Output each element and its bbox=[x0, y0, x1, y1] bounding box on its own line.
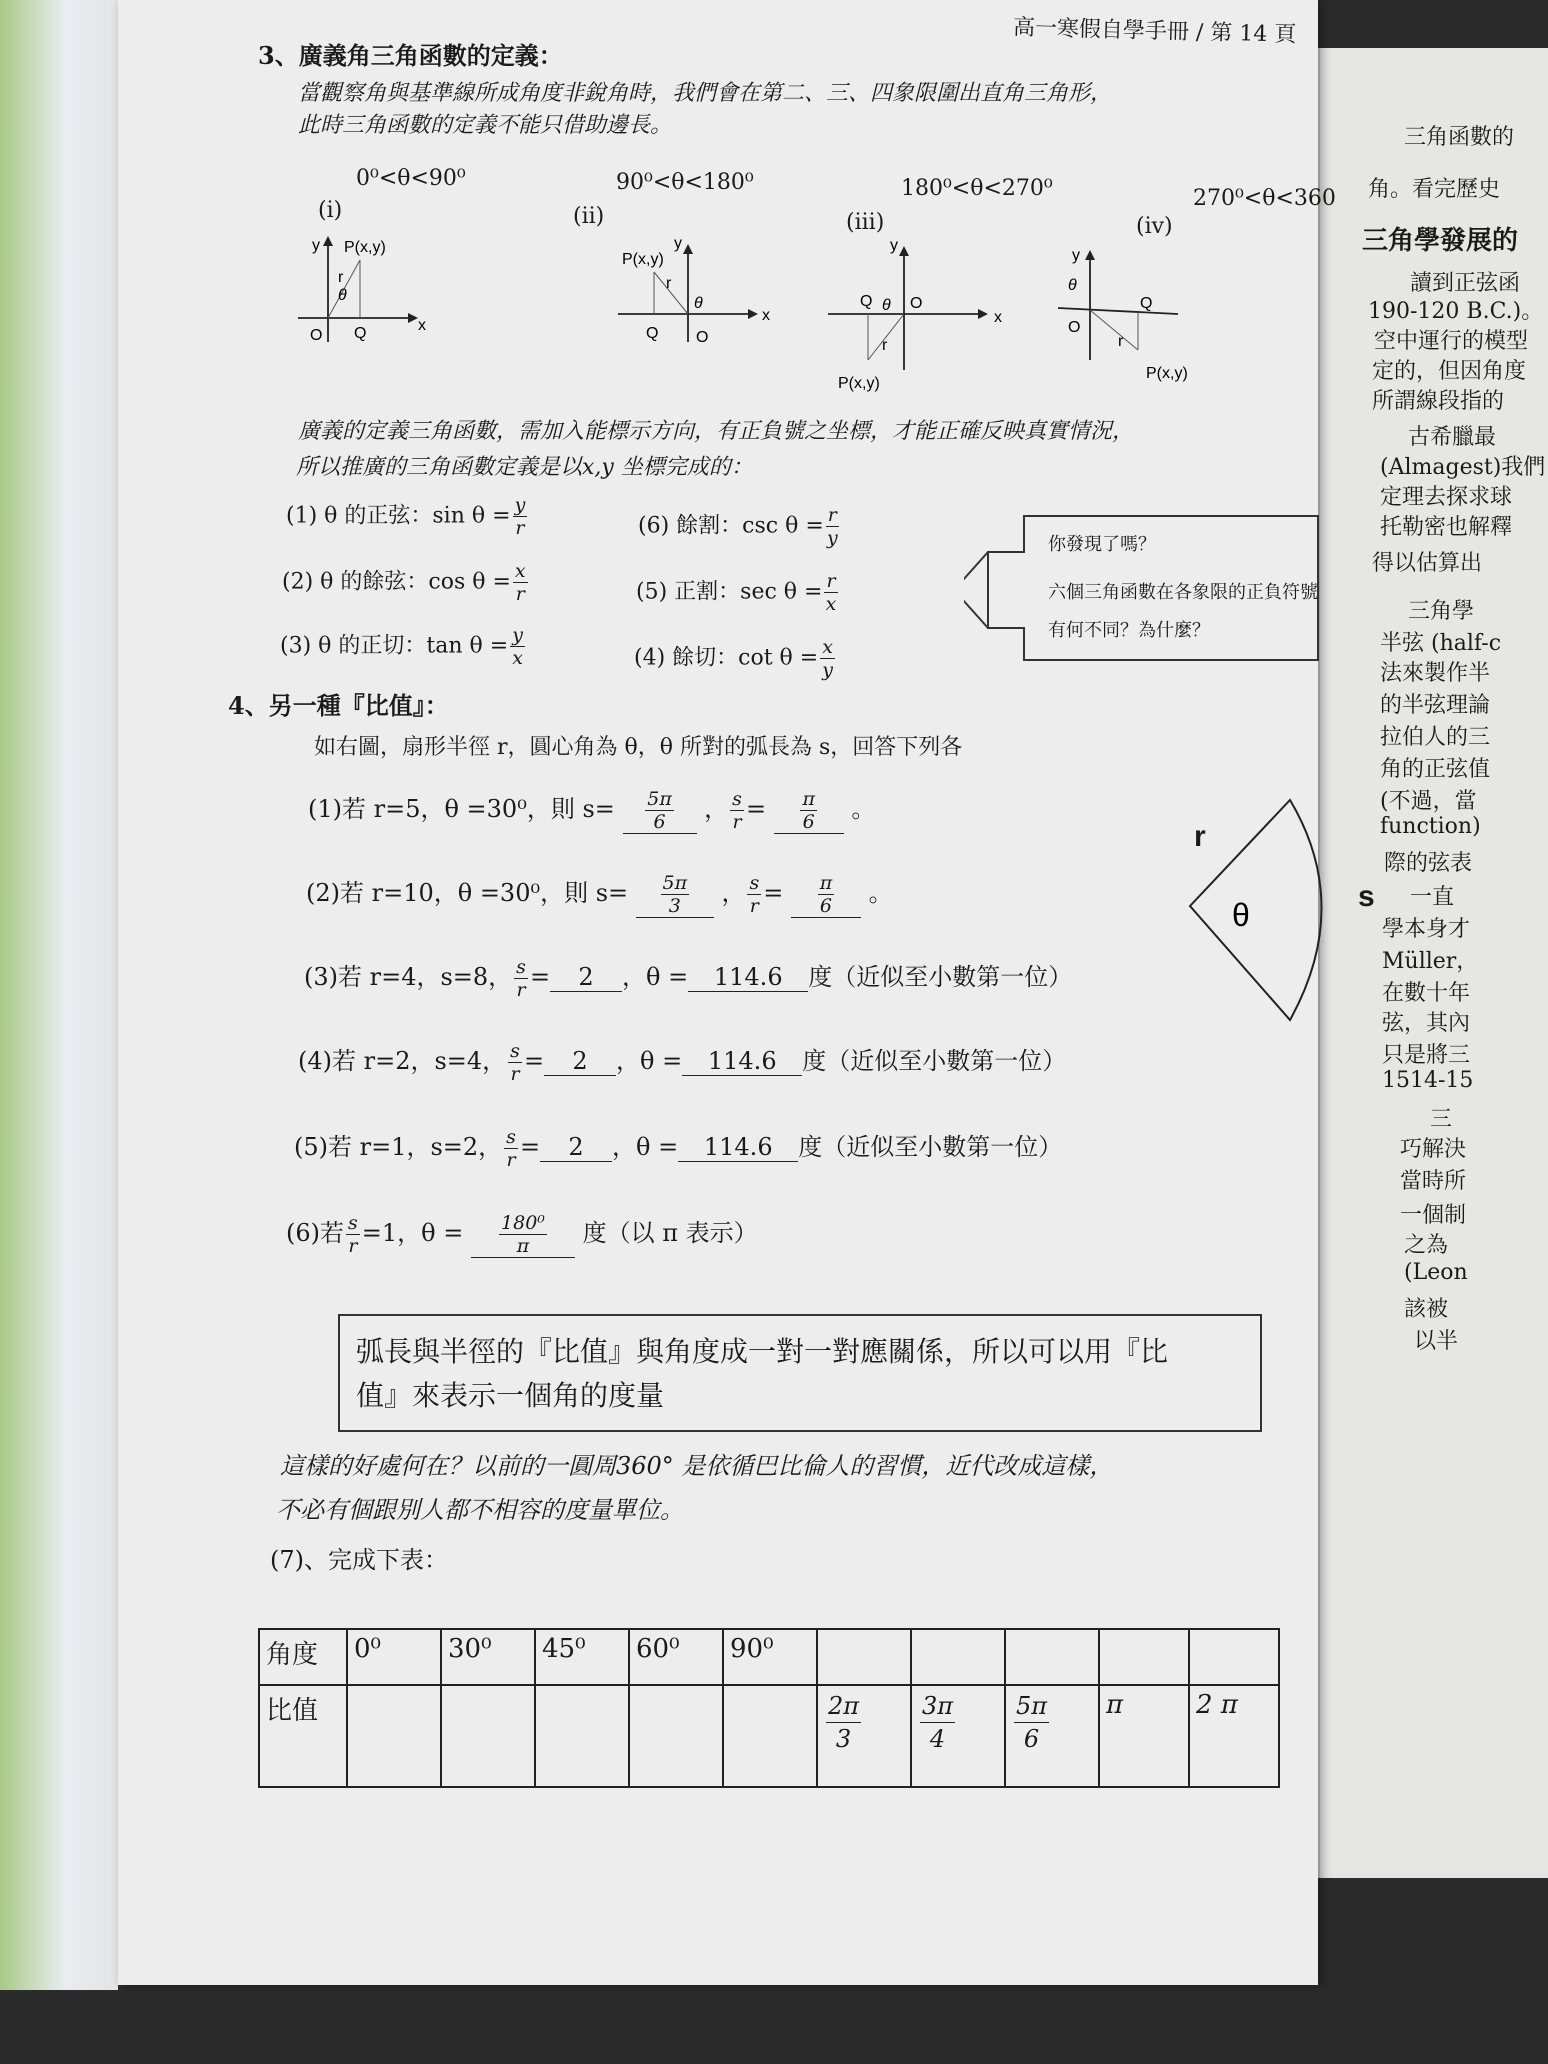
svg-text:Q: Q bbox=[1140, 295, 1153, 312]
facing-page-line: 三角函數的 bbox=[1404, 125, 1515, 150]
degree-cell: 60⁰ bbox=[629, 1629, 723, 1685]
degree-cell bbox=[911, 1629, 1005, 1685]
callout-line-3: 有何不同？為什麼？ bbox=[1048, 620, 1210, 641]
svg-text:r: r bbox=[666, 275, 672, 292]
facing-page-line: 一個制 bbox=[1400, 1203, 1467, 1228]
quadrant-figure-i bbox=[298, 236, 426, 344]
facing-page-line: 一直 bbox=[1410, 885, 1455, 910]
facing-page-line: 托勒密也解釋 bbox=[1380, 515, 1513, 540]
degree-cell bbox=[817, 1629, 911, 1685]
facing-page-line: 1514-15 bbox=[1382, 1068, 1474, 1093]
facing-page-line: Müller， bbox=[1382, 949, 1479, 974]
ratio-row-header: 比值 bbox=[259, 1685, 347, 1787]
section4-intro: 如右圖，扇形半徑 r，圓心角為 θ，θ 所對的弧長為 s，回答下列各 bbox=[314, 735, 963, 760]
quadrant-label-ii: (ii) bbox=[573, 204, 605, 229]
question-4: (4)若 r=2，s=4， $\frac{s}{r}$ = 2 ，θ = 114.6 度（近似至小數第一位） bbox=[298, 1040, 1067, 1085]
facing-page-line: 三 bbox=[1430, 1107, 1453, 1132]
after-text-1: 這樣的好處何在？以前的一圓周360° 是依循巴比倫人的習慣，近代改成這樣， bbox=[280, 1452, 1114, 1480]
book-edge bbox=[0, 0, 118, 1990]
quadrant-figure-iii bbox=[828, 237, 1002, 392]
ratio-cell bbox=[441, 1685, 535, 1787]
facing-page-line: 之為 bbox=[1404, 1233, 1449, 1258]
quadrant-label-iii: (iii) bbox=[846, 210, 885, 235]
after-text-2: 不必有個跟別人都不相容的度量單位。 bbox=[276, 1496, 684, 1524]
question-3: (3)若 r=4，s=8， $\frac{s}{r}$ = 2 ，θ = 114.6 度（近似至小數第一位） bbox=[304, 956, 1073, 1001]
facing-page-line: 角的正弦值 bbox=[1380, 757, 1491, 782]
question-7: (7)、完成下表： bbox=[270, 1546, 448, 1574]
page-header: 高一寒假自學手冊 / 第 14 頁 bbox=[1012, 15, 1297, 48]
facing-page-line: 只是將三 bbox=[1382, 1043, 1471, 1068]
ratio-fraction: $\frac{3\pi}{4}$ bbox=[922, 1692, 954, 1753]
ratio-cell bbox=[723, 1685, 817, 1787]
facing-page-line: 該被 bbox=[1404, 1297, 1449, 1322]
callout-line-2: 六個三角函數在各象限的正負符號 bbox=[1048, 582, 1318, 603]
facing-page-line: (Leon bbox=[1404, 1260, 1468, 1285]
section3-intro-1: 當觀察角與基準線所成角度非銳角時，我們會在第二、三、四象限圍出直角三角形， bbox=[298, 81, 1113, 106]
def-csc: (6) 餘割：csc θ = $\frac{r}{y}$ bbox=[638, 504, 838, 549]
svg-text:O: O bbox=[1068, 319, 1081, 336]
facing-page-line: 巧解決 bbox=[1400, 1137, 1467, 1162]
svg-text:y: y bbox=[890, 237, 898, 254]
def-cos: (2) θ 的餘弦：cos θ = $\frac{x}{r}$ bbox=[282, 560, 526, 605]
facing-page-line: 三角學 bbox=[1408, 599, 1475, 624]
facing-page-line: 空中運行的模型 bbox=[1374, 329, 1529, 354]
svg-text:θ: θ bbox=[882, 297, 891, 314]
ratio-cell: π bbox=[1099, 1685, 1189, 1787]
def-cot: (4) 餘切：cot θ = $\frac{x}{y}$ bbox=[634, 636, 833, 681]
svg-text:O: O bbox=[696, 329, 709, 346]
sector-arc-label: s bbox=[1358, 880, 1375, 913]
quadrant-figure-ii bbox=[618, 235, 770, 346]
svg-text:θ: θ bbox=[338, 287, 347, 304]
svg-text:Q: Q bbox=[646, 325, 659, 342]
svg-text:r: r bbox=[882, 337, 888, 354]
svg-text:Q: Q bbox=[354, 325, 367, 342]
facing-page-line: (Almagest)我們 bbox=[1380, 455, 1546, 480]
degree-cell: 30⁰ bbox=[441, 1629, 535, 1685]
facing-page-line: (不過，當 bbox=[1380, 789, 1477, 814]
svg-text:θ: θ bbox=[694, 295, 703, 312]
facing-page-line: 半弦 (half-c bbox=[1380, 631, 1502, 656]
degree-row bbox=[259, 1629, 1279, 1685]
facing-page-line: 定的，但因角度 bbox=[1372, 359, 1527, 384]
svg-text:O: O bbox=[910, 295, 923, 312]
facing-page-line: 古希臘最 bbox=[1408, 425, 1497, 450]
degree-cell: 0⁰ bbox=[347, 1629, 441, 1685]
facing-page-line: 弦，其內 bbox=[1382, 1011, 1471, 1036]
ratio-cell bbox=[535, 1685, 629, 1787]
svg-text:O: O bbox=[310, 327, 323, 344]
question-6: (6)若 $\frac{s}{r}$ =1，θ = $\frac{\text{180⁰}}{\pi}$ 度（以 π 表示） bbox=[286, 1212, 758, 1257]
def-tan: (3) θ 的正切：tan θ = $\frac{y}{x}$ bbox=[280, 624, 523, 669]
quadrant-figures bbox=[278, 230, 1358, 400]
facing-page-line: 190-120 B.C.)。 bbox=[1368, 299, 1544, 324]
key-idea-line-1: 弧長與半徑的『比值』與角度成一對一對應關係，所以可以用『比 bbox=[356, 1335, 1169, 1368]
question-1: (1)若 r=5，θ =30⁰，則 s= $\frac{5\pi}{6}$ ， $\frac{s}{r}$ = $\frac{\pi}{6}$ 。 bbox=[308, 788, 876, 833]
def-sin: (1) θ 的正弦：sin θ = $\frac{y}{r}$ bbox=[286, 494, 526, 539]
svg-text:y: y bbox=[674, 235, 682, 252]
degree-cell: 90⁰ bbox=[723, 1629, 817, 1685]
degree-row-header: 角度 bbox=[259, 1629, 347, 1685]
section4-title: 4、另一種『比值』： bbox=[228, 691, 449, 720]
svg-text:P(x,y): P(x,y) bbox=[838, 375, 880, 392]
section3-title: 3、廣義角三角函數的定義： bbox=[258, 41, 563, 70]
svg-text:P(x,y): P(x,y) bbox=[344, 239, 386, 256]
key-idea-box bbox=[338, 1314, 1262, 1432]
ratio-fraction: $\frac{2\pi}{3}$ bbox=[828, 1692, 860, 1753]
facing-page-line: 在數十年 bbox=[1382, 981, 1471, 1006]
quadrant-label-i: (i) bbox=[318, 198, 343, 223]
quadrant-label-iv: (iv) bbox=[1136, 214, 1173, 239]
ratio-fraction: $\frac{5\pi}{6}$ bbox=[1016, 1692, 1048, 1753]
sector-radius-label: r bbox=[1194, 820, 1206, 853]
ratio-cell bbox=[817, 1685, 911, 1787]
svg-text:x: x bbox=[762, 307, 770, 324]
svg-text:r: r bbox=[338, 269, 344, 286]
degree-cell bbox=[1189, 1629, 1279, 1685]
quadrant-range-ii: 90⁰<θ<180⁰ bbox=[616, 170, 754, 195]
section3-intro-2: 此時三角函數的定義不能只借助邊長。 bbox=[298, 113, 673, 138]
ratio-cell bbox=[347, 1685, 441, 1787]
question-5: (5)若 r=1，s=2， $\frac{s}{r}$ = 2 ，θ = 114.6 度（近似至小數第一位） bbox=[294, 1126, 1063, 1171]
facing-page-line: 學本身才 bbox=[1382, 917, 1471, 942]
ratio-cell bbox=[629, 1685, 723, 1787]
ratio-cell bbox=[911, 1685, 1005, 1787]
svg-text:y: y bbox=[1072, 247, 1080, 264]
svg-text:y: y bbox=[312, 237, 320, 254]
callout-line-1: 你發現了嗎？ bbox=[1048, 534, 1156, 555]
svg-text:P(x,y): P(x,y) bbox=[1146, 365, 1188, 382]
svg-text:Q: Q bbox=[860, 293, 873, 310]
worksheet-page bbox=[118, 0, 1375, 1985]
facing-page-line: 讀到正弦函 bbox=[1410, 271, 1521, 296]
quadrant-range-iv: 270⁰<θ<360 bbox=[1193, 186, 1336, 211]
facing-page-line: 的半弦理論 bbox=[1380, 693, 1491, 718]
quadrant-range-iii: 180⁰<θ<270⁰ bbox=[901, 176, 1053, 201]
ratio-row bbox=[259, 1685, 1279, 1787]
conversion-table bbox=[258, 1628, 1280, 1788]
ratio-cell: 2 π bbox=[1189, 1685, 1279, 1787]
facing-page-line: 所謂線段指的 bbox=[1372, 389, 1505, 414]
section3-para-2: 所以推廣的三角函數定義是以x,y 坐標完成的： bbox=[296, 455, 753, 480]
ratio-cell bbox=[1005, 1685, 1099, 1787]
degree-cell bbox=[1099, 1629, 1189, 1685]
question-2: (2)若 r=10，θ =30⁰，則 s= $\frac{5\pi}{3}$ ， $\frac{s}{r}$ = $\frac{\pi}{6}$ 。 bbox=[306, 872, 893, 917]
quadrant-figure-iv bbox=[1058, 247, 1188, 382]
quadrant-range-i: 0⁰<θ<90⁰ bbox=[356, 166, 466, 191]
facing-page-line: 拉伯人的三 bbox=[1380, 725, 1491, 750]
svg-text:r: r bbox=[1118, 333, 1124, 350]
svg-text:θ: θ bbox=[1232, 897, 1250, 933]
facing-page-line: 際的弦表 bbox=[1384, 851, 1473, 876]
facing-page-line: 當時所 bbox=[1400, 1169, 1467, 1194]
facing-page-line: 得以估算出 bbox=[1372, 551, 1483, 576]
facing-page-line: 角。看完歷史 bbox=[1368, 177, 1501, 202]
key-idea-line-2: 值』來表示一個角的度量 bbox=[356, 1379, 665, 1412]
facing-page-line: 三角學發展的 bbox=[1362, 226, 1519, 256]
facing-page-line: 法來製作半 bbox=[1380, 661, 1491, 686]
def-sec: (5) 正割：sec θ = $\frac{r}{x}$ bbox=[636, 570, 837, 615]
degree-cell bbox=[1005, 1629, 1099, 1685]
svg-text:x: x bbox=[994, 309, 1002, 326]
facing-page-line: function) bbox=[1380, 814, 1481, 839]
section3-para-1: 廣義的定義三角函數，需加入能標示方向，有正負號之坐標，才能正確反映真實情況， bbox=[298, 419, 1135, 444]
svg-text:P(x,y): P(x,y) bbox=[622, 251, 664, 268]
svg-text:x: x bbox=[418, 317, 426, 334]
facing-page-line: 以半 bbox=[1414, 1329, 1459, 1354]
svg-text:θ: θ bbox=[1068, 277, 1077, 294]
degree-cell: 45⁰ bbox=[535, 1629, 629, 1685]
facing-page-line: 定理去探求球 bbox=[1380, 485, 1513, 510]
